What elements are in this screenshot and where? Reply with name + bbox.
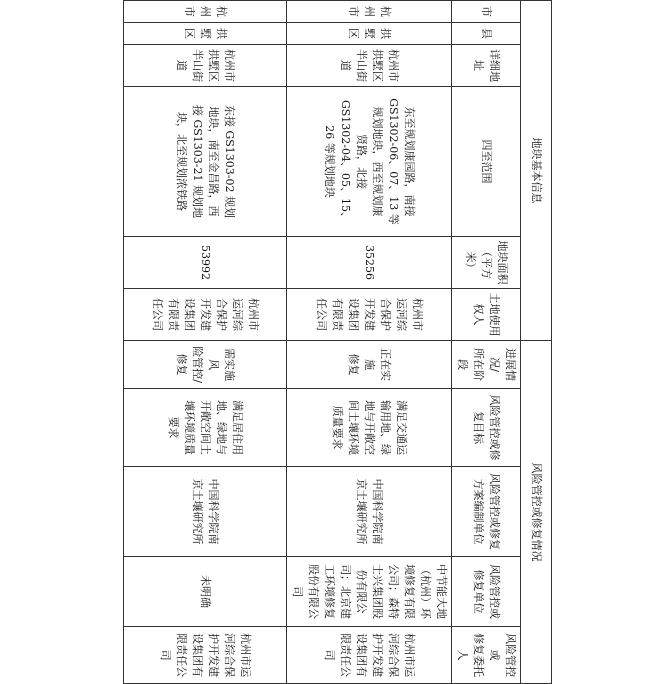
column-header-target: 风险管控或修 复目标: [452, 389, 521, 467]
cell-client: 杭州市运 河综合保 护开发建 设集团有 限责任公 司: [287, 627, 452, 684]
cell-boundary: 东接 GS1303-02 规划 地块，南至金昌路，西 接 GS1303-21 规划地 块，北至规划浓铁路: [124, 87, 287, 237]
cell-address: 杭州市 拱墅区 半山街 道: [287, 45, 452, 87]
column-header-city: 市: [452, 1, 521, 23]
cell-county: 拱 墅 区: [287, 23, 452, 45]
column-header-boundary: 四至范围: [452, 87, 521, 237]
cell-remediation-unit: 中节能大地 （杭州）环 境修复有限 公司；森特 士兴集团股 份有限公 司；北京建 工环境修复 股份有限公 司: [287, 557, 452, 627]
cell-owner: 杭州市 运河综 合保护 开发建 设集团 有限责 任公司: [124, 289, 287, 341]
cell-city: 杭 州 市: [287, 1, 452, 23]
column-header-area: 地块面积 （平方米）: [452, 237, 521, 289]
column-header-progress: 进展情况/ 所在阶段: [452, 341, 521, 389]
column-header-owner: 土地使用 权人: [452, 289, 521, 341]
column-header-remediation-unit: 风险管控或 修复单位: [452, 557, 521, 627]
cell-plan-unit: 中国科学院南 京土壤研究所: [287, 467, 452, 557]
cell-progress: 正在实施 修复: [287, 341, 452, 389]
cell-progress: 需实施风 险管控/ 修复: [124, 341, 287, 389]
column-header-client: 风险管控或 修复委托人: [452, 627, 521, 684]
cell-area: 35256: [287, 237, 452, 289]
cell-address: 杭州市 拱墅区 半山街 道: [124, 45, 287, 87]
cell-city: 杭 州 市: [124, 1, 287, 23]
contaminated-site-table: [123, 0, 552, 684]
cell-county: 拱 墅 区: [124, 23, 287, 45]
cell-remediation-unit: 未明确: [124, 557, 287, 627]
column-header-county: 县: [452, 23, 521, 45]
cell-plan-unit: 中国科学院南 京土壤研究所: [124, 467, 287, 557]
cell-client: 杭州市运 河综合保 护开发建 设集团有 限责任公 司: [124, 627, 287, 684]
cell-boundary: 东至规划康园路，南接 GS1302-06、07、13 等 规划地块，西至规划康 贤路，北接 GS1302-04、05、15、 26 等规划地块: [287, 87, 452, 237]
group-header-basic-info: 地块基本信息: [521, 1, 552, 341]
group-header-risk-control: 风险管控或修复情况: [521, 341, 552, 684]
cell-target: 满足居住用 地、绿地与 开敞空间土 壤环境质量 要求: [124, 389, 287, 467]
column-header-address: 详细地 址: [452, 45, 521, 87]
table-row: [287, 1, 452, 684]
cell-target: 满足交通运 输用地、绿 地与开敞空 间土壤环境 质量要求: [287, 389, 452, 467]
cell-area: 53992: [124, 237, 287, 289]
table-row: [124, 1, 287, 684]
column-header-plan-unit: 风险管控或修复 方案编制单位: [452, 467, 521, 557]
cell-owner: 杭州市 运河综 合保护 开发建 设集团 有限责 任公司: [287, 289, 452, 341]
